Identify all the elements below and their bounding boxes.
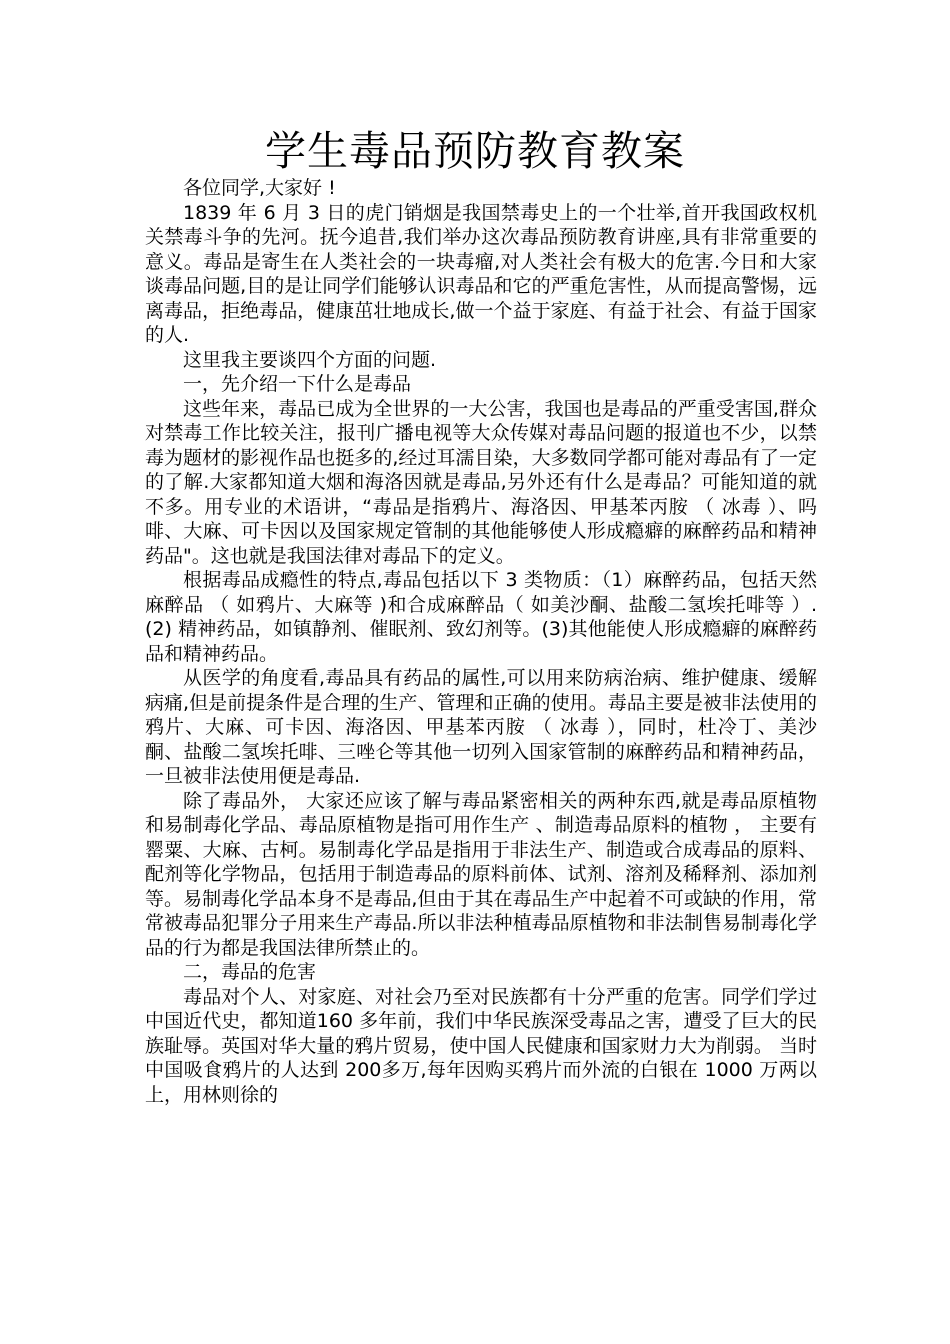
paragraph-harm: 毒品对个人、对家庭、对社会乃至对民族都有十分严重的危害。同学们学过中国近代史，都知道160 多年前，我们中华民族深受毒品之害，遭受了巨大的民族耻辱。英国对华大量的鸦片贸易，使中国人民健康和国家财力大为削弱。 当时中国吸食鸦片的人达到 200多万,每年因购买鸦片而外流的白银在 1000 万两以上，用林则徐的: [145, 985, 817, 1106]
section-heading-1: 一，先介绍一下什么是毒品: [183, 373, 412, 395]
paragraph-intro: 1839 年 6 月 3 日的虎门销烟是我国禁毒史上的一个壮举,首开我国政权机关禁毒斗争的先河。抚今追昔,我们举办这次毒品预防教育讲座,具有非常重要的意义。毒品是寄生在人类社会的一块毒瘤,对人类社会有极大的危害.今日和大家谈毒品问题,目的是让同学们能够认识毒品和它的严重危害性，从而提高警惕，远离毒品，拒绝毒品，健康茁壮地成长,做一个益于家庭、有益于社会、有益于国家的人.: [145, 201, 817, 346]
paragraph-medical: 从医学的角度看,毒品具有药品的属性,可以用来防病治病、维护健康、缓解病痛,但是前提条件是合理的生产、管理和正确的使用。毒品主要是被非法使用的鸦片、大麻、可卡因、海洛因、甲基苯丙胺 （ 冰毒 ），同时，杜冷丁、美沙酮、盐酸二氢埃托啡、三唑仑等其他一切列入国家管制的麻醉药品和精神药品，一旦被非法使用便是毒品.: [145, 667, 817, 787]
paragraph-outline: 这里我主要谈四个方面的问题.: [183, 348, 437, 371]
paragraph-precursors: 除了毒品外， 大家还应该了解与毒品紧密相关的两种东西,就是毒品原植物和易制毒化学品、毒品原植物是指可用作生产 、制造毒品原料的植物 ， 主要有罂粟、大麻、古柯。易制毒化学品是指用于非法生产、制造或合成毒品的原料、配剂等化学物品，包括用于制造毒品的原料前体、试剂、溶剂及稀释剂、添加剂等。易制毒化学品本身不是毒品,但由于其在毒品生产中起着不可或缺的作用，常常被毒品犯罪分子用来生产毒品.所以非法种植毒品原植物和非法制售易制毒化学品的行为都是我国法律所禁止的。: [145, 789, 817, 959]
paragraph-definition: 这些年来，毒品已成为全世界的一大公害，我国也是毒品的严重受害国,群众对禁毒工作比较关注，报刊广播电视等大众传媒对毒品问题的报道也不少，以禁毒为题材的影视作品也挺多的,经过耳濡目染，大多数同学都可能对毒品有了一定的了解.大家都知道大烟和海洛因就是毒品,另外还有什么是毒品？可能知道的就不多。用专业的术语讲，“毒品是指鸦片、海洛因、甲基苯丙胺 （ 冰毒 ）、吗啡、大麻、可卡因以及国家规定管制的其他能够使人形成瘾癖的麻醉药品和精神药品"。这也就是我国法律对毒品下的定义。: [145, 397, 817, 567]
document-title: 学生毒品预防教育教案: [265, 127, 685, 175]
document-body: [145, 176, 817, 1107]
section-heading-2: 二，毒品的危害: [183, 961, 317, 983]
paragraph-greeting: 各位同学,大家好 !: [183, 177, 336, 199]
paragraph-categories: 根据毒品成瘾性的特点,毒品包括以下 3 类物质：（1）麻醉药品，包括天然麻醉品 （ 如鸦片、大麻等 )和合成麻醉品（ 如美沙酮、盐酸二氢埃托啡等 ）. (2) 精神药品，如镇静剂、催眠剂、致幻剂等。(3)其他能使人形成瘾癖的麻醉药品和精神药品。: [145, 569, 817, 665]
